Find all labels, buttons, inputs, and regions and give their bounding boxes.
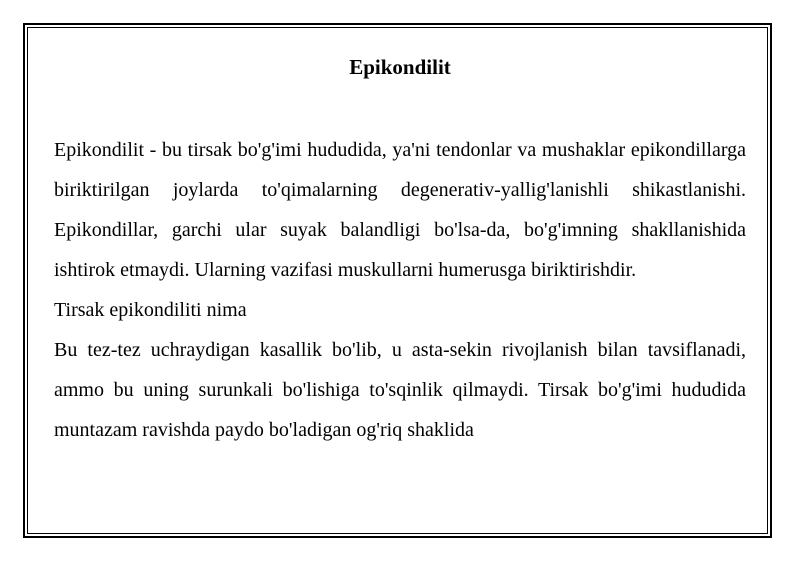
paragraph-definition: Epikondilit - bu tirsak bo'g'imi hududida, ya'ni tendonlar va mushaklar epikondillarga biriktirilgan joylarda to'qimalarning degenerativ-yallig'lanishli shikastlanishi. Epikondillar, garchi ular suyak balandligi bo'lsa-da, bo'g'imning shakllanishida ishtirok etmaydi. Ularning vazifasi muskullarni humerusga biriktirishdir. [54, 139, 746, 281]
document-body [54, 130, 746, 450]
document-content [54, 52, 746, 510]
section-subheading: Tirsak epikondiliti nima [54, 299, 247, 321]
paragraph-description: Bu tez-tez uchraydigan kasallik bo'lib, u asta-sekin rivojlanish bilan tavsiflanadi, ammo bu uning surunkali bo'lishiga to'sqinlik qilmaydi. Tirsak bo'g'imi hududida muntazam ravishda paydo bo'ladigan og'riq shaklida [54, 339, 746, 441]
document-title: Epikondilit [349, 55, 451, 79]
